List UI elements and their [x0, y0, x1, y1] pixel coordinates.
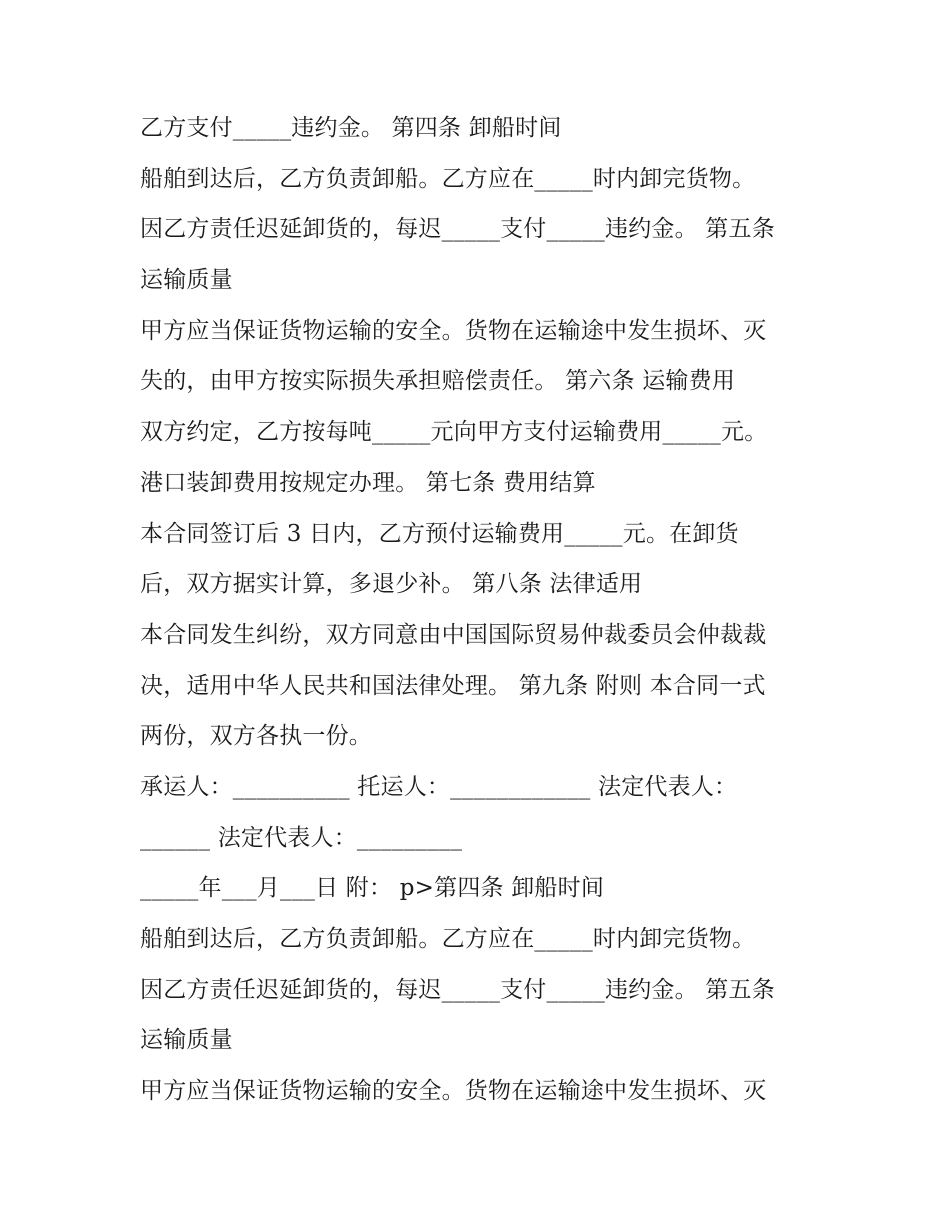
text-line: 后，双方据实计算，多退少补。 第八条 法律适用 — [140, 571, 643, 598]
signature-line: ______ 法定代表人：_________ — [140, 824, 463, 851]
text-line: 甲方应当保证货物运输的安全。货物在运输途中发生损坏、灭 — [140, 317, 767, 344]
text-line: 运输质量 — [140, 1027, 233, 1054]
contract-text — [140, 103, 830, 1117]
text-line: 船舶到达后，乙方负责卸船。乙方应在_____时内卸完货物。 — [140, 165, 756, 192]
signature-line: 承运人：__________ 托运人：____________ 法定代表人： — [140, 773, 738, 800]
text-line: 乙方支付_____违约金。 第四条 卸船时间 — [140, 115, 562, 141]
date-line: _____年___月___日 附： p>第四条 卸船时间 — [140, 875, 605, 902]
text-line: 运输质量 — [140, 267, 233, 294]
text-line: 因乙方责任迟延卸货的，每迟_____支付_____违约金。 第五条 — [140, 216, 775, 243]
text-line: 两份，双方各执一份。 — [140, 723, 372, 750]
text-line: 本合同签订后 3 日内，乙方预付运输费用_____元。在卸货 — [140, 520, 739, 547]
text-line: 船舶到达后，乙方负责卸船。乙方应在_____时内卸完货物。 — [140, 926, 756, 952]
text-line: 因乙方责任迟延卸货的，每迟_____支付_____违约金。 第五条 — [140, 976, 775, 1003]
text-line: 本合同发生纠纷，双方同意由中国国际贸易仲裁委员会仲裁裁 — [140, 621, 767, 648]
text-line: 甲方应当保证货物运输的安全。货物在运输途中发生损坏、灭 — [140, 1078, 767, 1105]
text-line: 双方约定，乙方按每吨_____元向甲方支付运输费用_____元。 — [140, 419, 768, 446]
text-line: 决，适用中华人民共和国法律处理。 第九条 附则 本合同一式 — [140, 672, 766, 699]
text-line: 港口装卸费用按规定办理。 第七条 费用结算 — [140, 469, 596, 496]
text-line: 失的，由甲方按实际损失承担赔偿责任。 第六条 运输费用 — [140, 368, 736, 395]
